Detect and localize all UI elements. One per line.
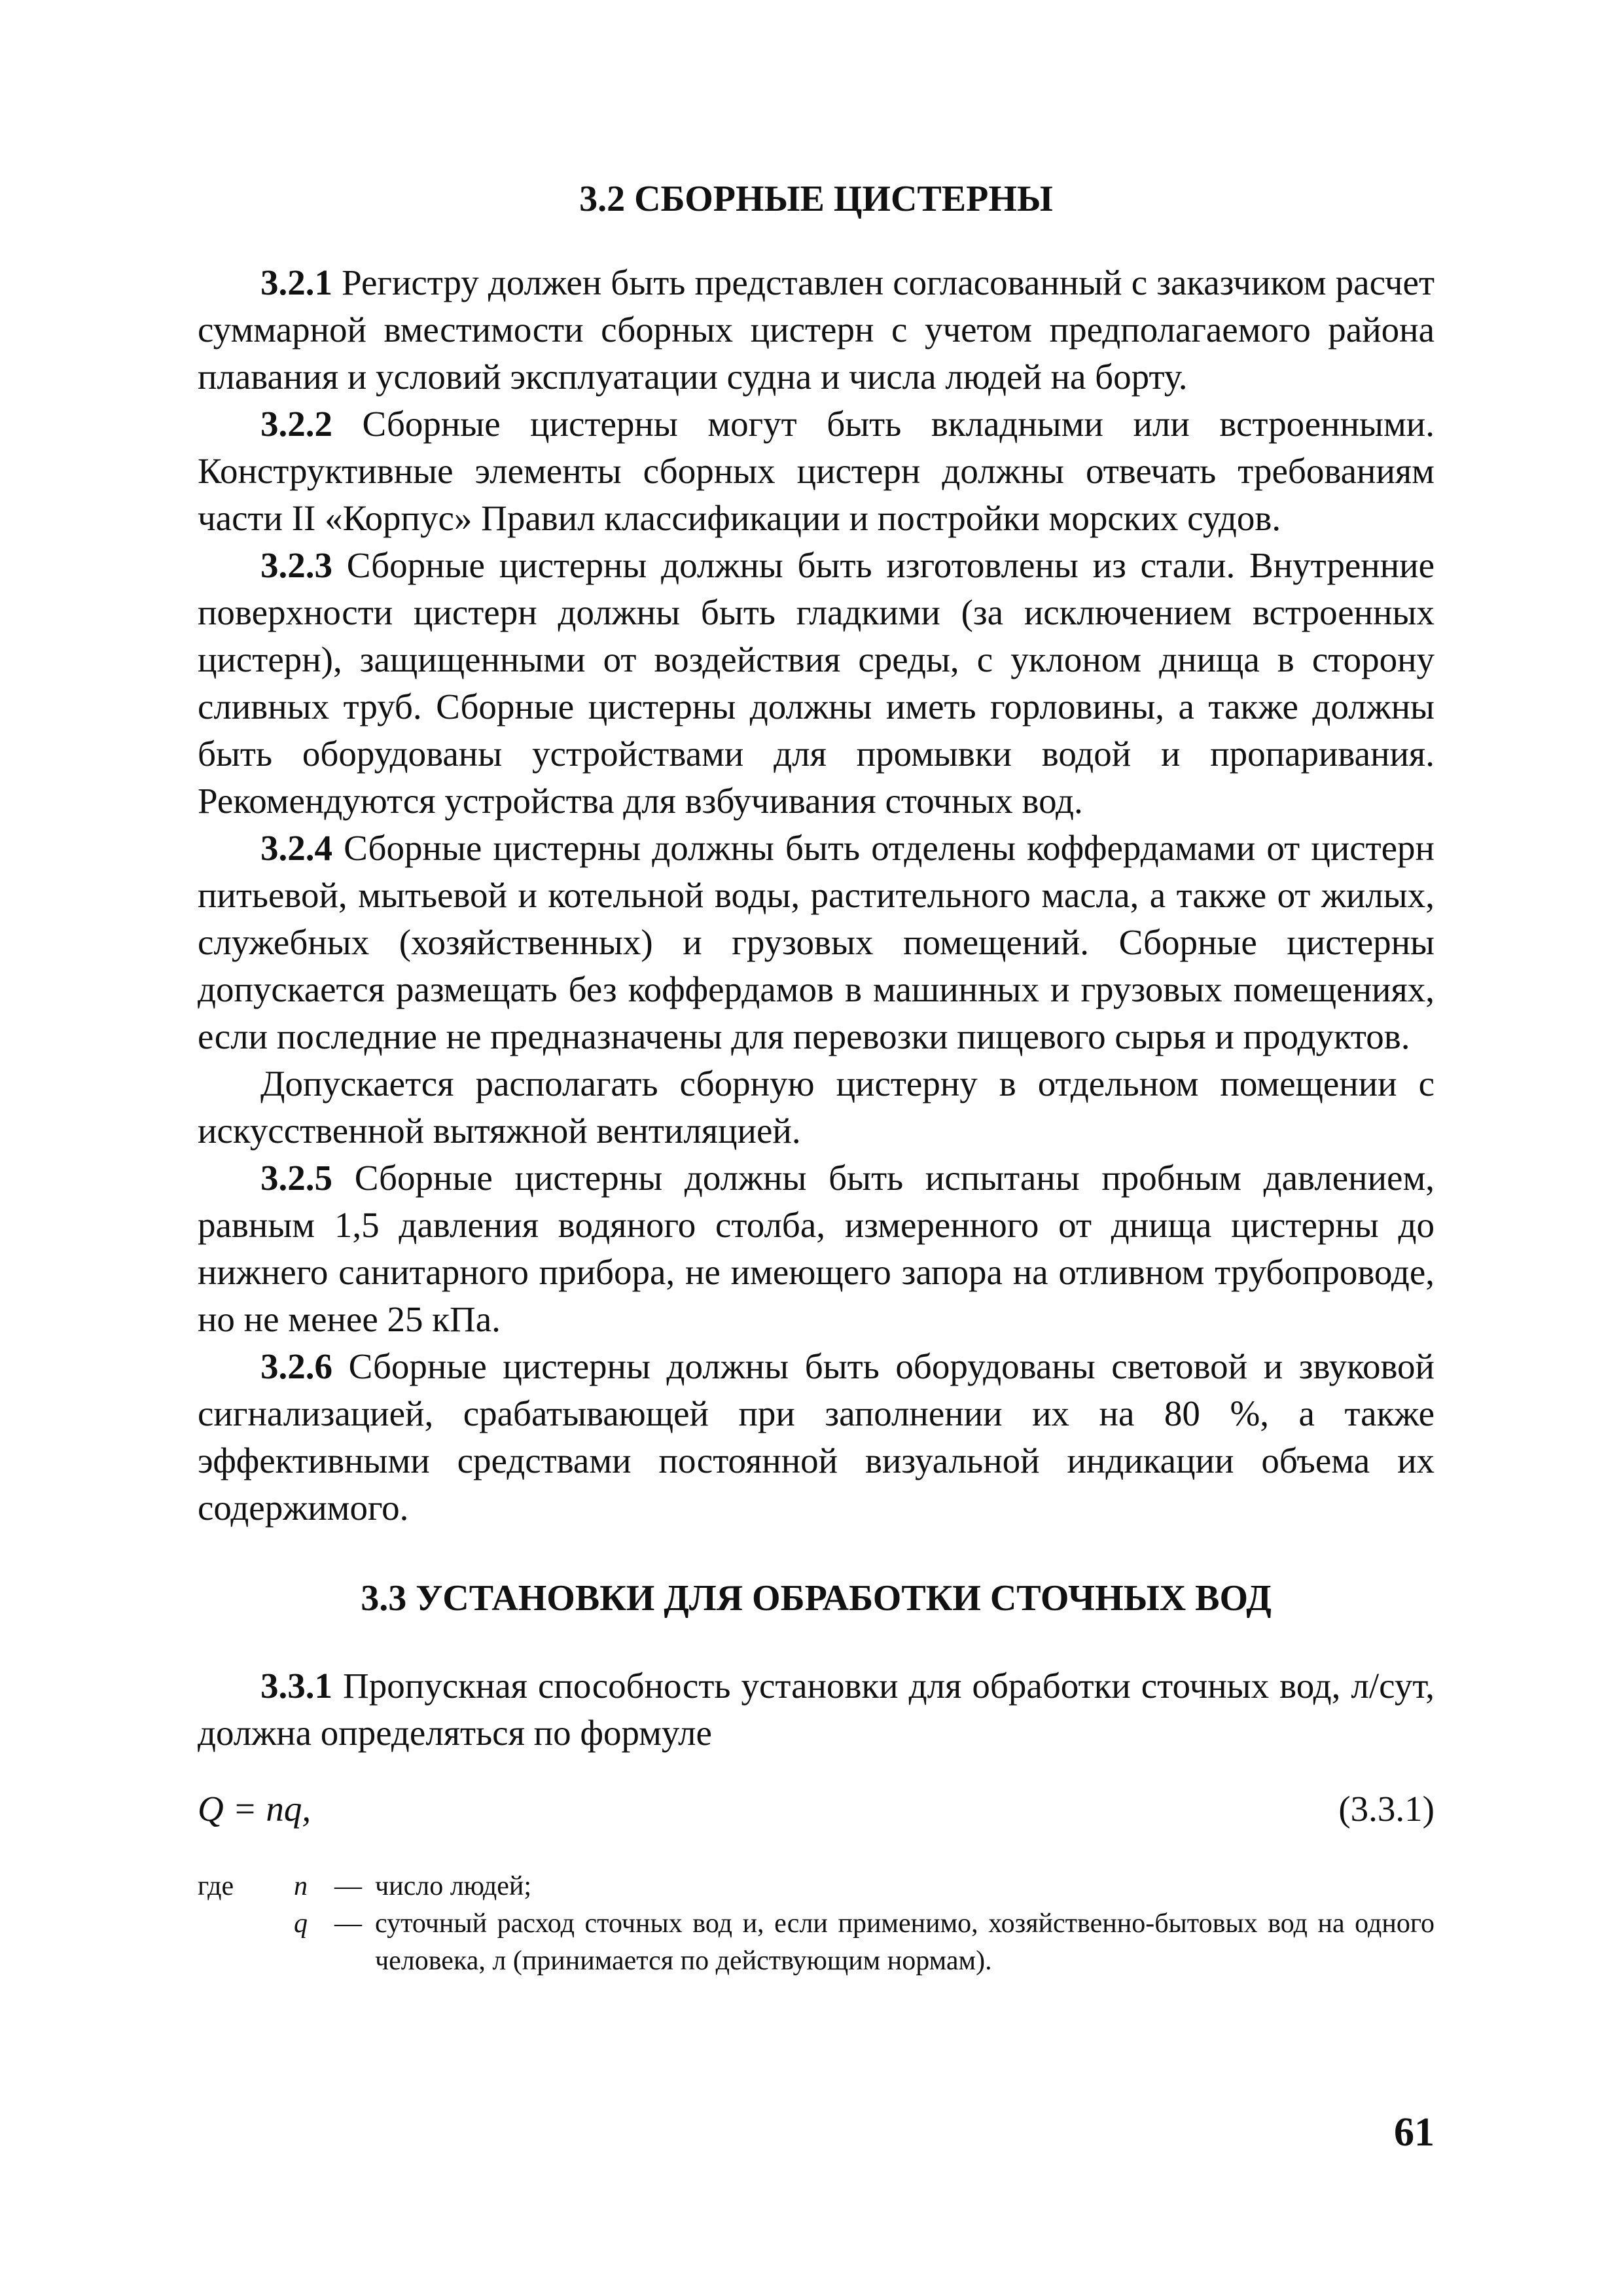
paragraph-text: Сборные цистерны должны быть отделены коффердамами от цистерн питьевой, мытьевой и котельной воды, растительного масла, а также от жилых, служебных (хозяйственных) и грузовых помещений. Сборные цистерны допускается размещать без коффердамов в машинных и грузовых помещениях, если последние не предназначены для перевозки пищевого сырья и продуктов. [198, 828, 1435, 1056]
paragraph-text: Сборные цистерны должны быть испытаны пробным давлением, равным 1,5 давления водяного столба, измеренного от днища цистерны до нижнего санитарного прибора, не имеющего запора на отливном трубопроводе, но не менее 25 кПа. [198, 1158, 1435, 1339]
page-content [198, 175, 1435, 1980]
paragraph-number: 3.3.1 [260, 1666, 332, 1706]
section-3-3-heading: 3.3 УСТАНОВКИ ДЛЯ ОБРАБОТКИ СТОЧНЫХ ВОД [361, 1578, 1272, 1619]
paragraph-3-2-4 [198, 825, 1435, 1060]
paragraph-3-3-1 [198, 1662, 1435, 1757]
paragraph-number: 3.2.4 [260, 828, 332, 868]
paragraph-text: Допускается располагать сборную цистерну в отдельном помещении с искусственной вытяжной вентиляцией. [198, 1064, 1435, 1151]
legend-label-spacer [198, 1905, 280, 1980]
legend-label: где [198, 1871, 234, 1901]
paragraph-text: Сборные цистерны могут быть вкладными или встроенными. Конструктивные элементы сборных цистерн должны отвечать требованиям части II «Корпус» Правил классификации и постройки морских судов. [198, 404, 1435, 538]
legend-item-n [198, 1868, 1435, 1905]
paragraph-number: 3.2.5 [260, 1158, 332, 1198]
paragraph-number: 3.2.3 [260, 545, 332, 585]
formula-row [198, 1785, 1435, 1833]
paragraph-number: 3.2.6 [260, 1346, 332, 1386]
paragraph-3-2-1 [198, 259, 1435, 401]
legend-description: суточный расход сточных вод и, если применимо, хозяйственно-бытовых вод на одного человека, л (принимается по действующим нормам). [375, 1909, 1435, 1976]
page-number: 61 [1394, 2110, 1435, 2155]
paragraph-3-2-6 [198, 1343, 1435, 1532]
paragraph-number: 3.2.1 [260, 262, 332, 302]
legend-description: число людей; [375, 1871, 532, 1901]
paragraph-number: 3.2.2 [260, 404, 332, 444]
formula-legend [198, 1868, 1435, 1980]
paragraph-3-2-3 [198, 542, 1435, 825]
legend-dash: — [334, 1871, 362, 1901]
paragraph-3-2-4-continued [198, 1060, 1435, 1155]
paragraph-text: Сборные цистерны должны быть оборудованы световой и звуковой сигнализацией, срабатывающей при заполнении их на 80 %, а также эффективными средствами постоянной визуальной индикации объема их содержимого. [198, 1346, 1435, 1528]
paragraph-text: Пропускная способность установки для обработки сточных вод, л/сут, должна определяться по формуле [198, 1666, 1435, 1753]
formula-expression: Q = nq, [198, 1789, 312, 1829]
legend-symbol: q [294, 1909, 308, 1939]
paragraph-3-2-5 [198, 1155, 1435, 1343]
paragraph-3-2-2 [198, 401, 1435, 542]
legend-dash: — [334, 1909, 362, 1939]
formula-number: (3.3.1) [1338, 1789, 1435, 1829]
legend-item-q [198, 1905, 1435, 1980]
legend-symbol: n [294, 1871, 308, 1901]
paragraph-text: Сборные цистерны должны быть изготовлены из стали. Внутренние поверхности цистерн должны быть гладкими (за исключением встроенных цистерн), защищенными от воздействия среды, с уклоном днища в сторону сливных труб. Сборные цистерны должны иметь горловины, а также должны быть оборудованы устройствами для промывки водой и пропаривания. Рекомендуются устройства для взбучивания сточных вод. [198, 545, 1435, 821]
paragraph-text: Регистру должен быть представлен согласованный с заказчиком расчет суммарной вместимости сборных цистерн с учетом предполагаемого района плавания и условий эксплуатации судна и числа людей на борту. [198, 262, 1435, 397]
section-3-2-heading: 3.2 СБОРНЫЕ ЦИСТЕРНЫ [579, 179, 1053, 219]
